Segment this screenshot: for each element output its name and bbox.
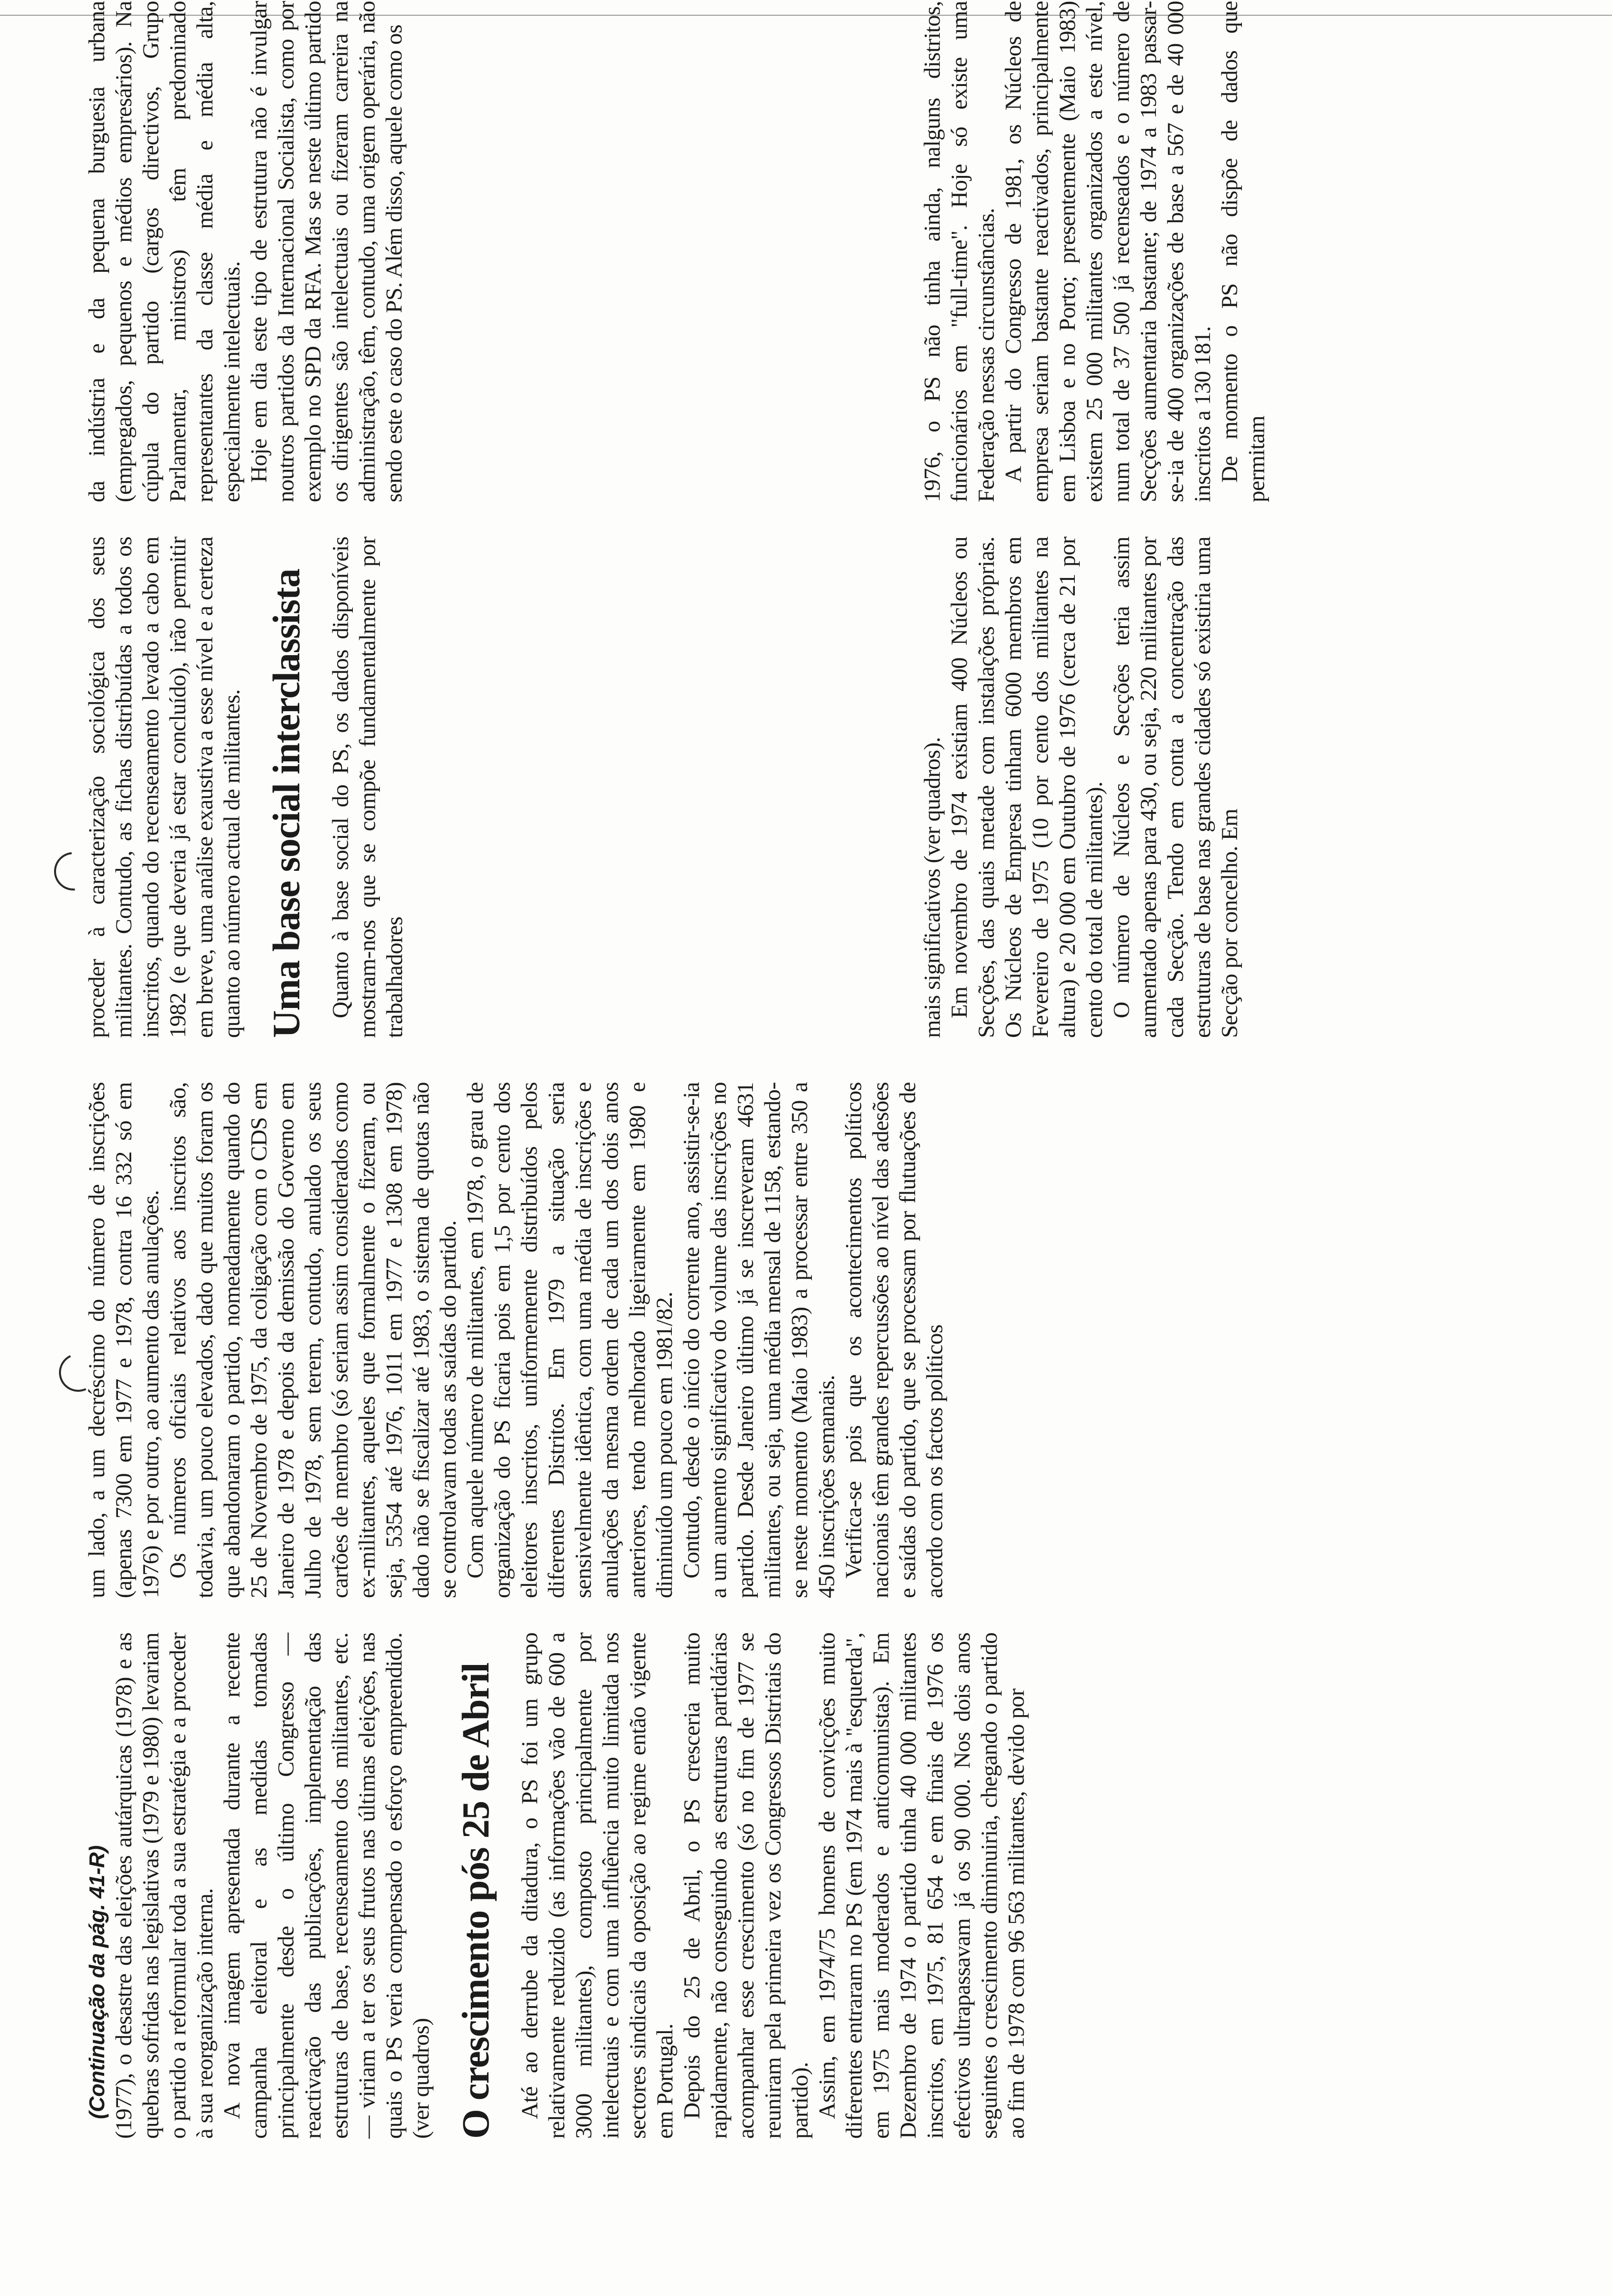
article-column-2 [84, 1082, 1587, 1598]
article-column-6 [84, 1, 880, 502]
paragraph: um lado, a um decréscimo do número de inscrições (apenas 7300 em 1977 e 1978, contra 16 332 só em 1976) e por outro, ao aumento das anulações. [84, 1082, 164, 1598]
paragraph: O número de Núcleos e Secções teria assim aumentado apenas para 430, ou seja, 220 militantes por cada Secção. Tendo em conta a concentração das estruturas de base nas grandes cidades só existiria uma Secção por concelho. Em [1109, 537, 1242, 1038]
paragraph: Hoje em dia este tipo de estrutura não é invulgar noutros partidos da Internacional Socialista, como por exemplo no SPD da RFA. Mas se neste último partido os dirigentes são intelectuais ou fizeram carreira na administração, têm, contudo, uma origem operária, não sendo este o caso do PS. Além disso, aquele como os [246, 1, 407, 502]
paragraph: 1976, o PS não tinha ainda, nalguns distritos, funcionários em "full-time". Hoje só existe uma Federação nessas circunstâncias. [920, 1, 999, 502]
paragraph: Verifica-se pois que os acontecimentos políticos nacionais têm grandes repercussões ao nível das adesões e saídas do partido, que se processam por flutuações de acordo com os factos políticos [841, 1082, 948, 1598]
paragraph: da indústria e da pequena burguesia urbana (empregados, pequenos e médios empresários). Na cúpula do partido (cargos directivos, Grupo Parlamentar, ministros) têm predominado representantes da classe média e média alta, especialmente intelectuais. [84, 1, 245, 502]
article-column-3 [919, 537, 1587, 1038]
paragraph-text: A nova imagem apresentada durante a recente campanha eleitoral e as medidas tomadas principalmente desde o último Congresso — reactivação das publicações, implementação das estruturas de base, recenseamento dos militantes, etc. — viriam a ter os seus frutos nas últimas eleições, nas quais o PS veria compensado o esforço empreendido. [219, 1633, 407, 2139]
paragraph: Até ao derrube da ditadura, o PS foi um grupo relativamente reduzido (as informações vão de 600 a 3000 militantes), composto principalmente por intelectuais e com uma influência muito limitada nos sectores sindicais da oposição ao regime então vigente em Portugal. [517, 1633, 678, 2139]
paragraph: Depois do 25 de Abril, o PS cresceria muito rapidamente, não conseguindo as estruturas partidárias acompanhar esse crescimento (só no fim de 1977 se reuniram pela primeira vez os Congressos Distritais do partido). [679, 1633, 813, 2139]
paragraph: Com aquele número de militantes, em 1978, o grau de organização do PS ficaria pois em 1,5 por cento dos eleitores inscritos, uniformemente distribuídos pelos diferentes Distritos. Em 1979 a situação seria sensivelmente idêntica, com uma média de inscrições e anulações da mesma ordem de cada um dos dois anos anteriores, tendo melhorado ligeiramente em 1980 e diminuído um pouco em 1981/82. [462, 1082, 677, 1598]
paragraph: mais significativos (ver quadros). [920, 737, 945, 1038]
paragraph: De momento o PS não dispõe de dados que permitam [1217, 1, 1269, 502]
paragraph [219, 1633, 435, 2139]
paragraph: (1977), o desastre das eleições autárquicas (1978) e as quebras sofridas nas legislativas (1979 e 1980) levariam o partido a reformular toda a sua estratégia e a proceder à sua reorganização interna. [111, 1633, 218, 2139]
see-tables-note: (ver quadros) [408, 2018, 434, 2139]
paragraph: Quanto à base social do PS, os dados disponíveis mostram-nos que se compõe fundamentalmente por trabalhadores [328, 537, 407, 1038]
paragraph: Contudo, desde o início do corrente ano, assistir-se-ia a um aumento significativo do volume das inscrições no partido. Desde Janeiro último já se inscreveram 4631 militantes, ou seja, uma média mensal de 1158, estando-se neste momento (Maio 1983) a processar entre 350 a 450 inscrições semanais. [679, 1082, 839, 1598]
section-heading-social-base: Uma base social interclassista [265, 569, 308, 1038]
paragraph: A partir do Congresso de 1981, os Núcleos de empresa seriam bastante reactivados, principalmente em Lisboa e no Porto; presentemente (Maio 1983) existem 25 000 militantes organizados a este nível, num total de 37 500 já recenseados e o número de Secções aumentaria bastante; de 1974 a 1983 passar-se-ia de 400 organizações de base a 567 e de 40 000 inscritos a 130 181. [1001, 1, 1215, 502]
paragraph: proceder à caracterização sociológica dos seus militantes. Contudo, as fichas distribuídas a todos os inscritos, quando do recenseamento levado a cabo em 1982 (e que deveria já estar concluído), irão permitir em breve, uma análise exaustiva a esse nível e a certeza quanto ao número actual de militantes. [84, 537, 245, 1038]
article-column-1 [84, 1633, 1587, 2139]
paragraph: Em novembro de 1974 existiam 400 Núcleos ou Secções, das quais metade com instalações próprias. Os Núcleos de Empresa tinham 6000 membros em Fevereiro de 1975 (10 por cento dos militantes na altura) e 20 000 em Outubro de 1976 (cerca de 21 por cento do total de militantes). [947, 537, 1107, 1038]
article-column-4 [919, 1, 1587, 502]
article-column-5 [84, 537, 880, 1038]
paragraph: Assim, em 1974/75 homens de convicções muito diferentes entraram no PS (em 1974 mais à "esquerda", em 1975 mais moderados e anticomunistas). Em Dezembro de 1974 o partido tinha 40 000 militantes inscritos, em 1975, 81 654 e em finais de 1976 os efectivos ultrapassavam já os 90 000. Nos dois anos seguintes o crescimento diminuiria, chegando o partido ao fim de 1978 com 96 563 militantes, devido por [814, 1633, 1029, 2139]
continuation-note: (Continuação da pág. 41-R) [85, 1845, 109, 2119]
section-heading-growth: O crescimento pós 25 de Abril [454, 1663, 497, 2139]
paragraph: Os números oficiais relativos aos inscritos são, todavia, um pouco elevados, dado que muitos foram os que abandonaram o partido, nomeadamente quando do 25 de Novembro de 1975, da coligação com o CDS em Janeiro de 1978 e depois da demissão do Governo em Julho de 1978, sem terem, contudo, anulado os seus cartões de membro (só seriam assim considerados como ex-militantes, aqueles que formalmente o fizeram, ou seja, 5354 até 1976, 1011 em 1977 e 1308 em 1978) dado não se fiscalizar até 1983, o sistema de quotas não se controlavam todas as saídas do partido. [165, 1082, 461, 1598]
